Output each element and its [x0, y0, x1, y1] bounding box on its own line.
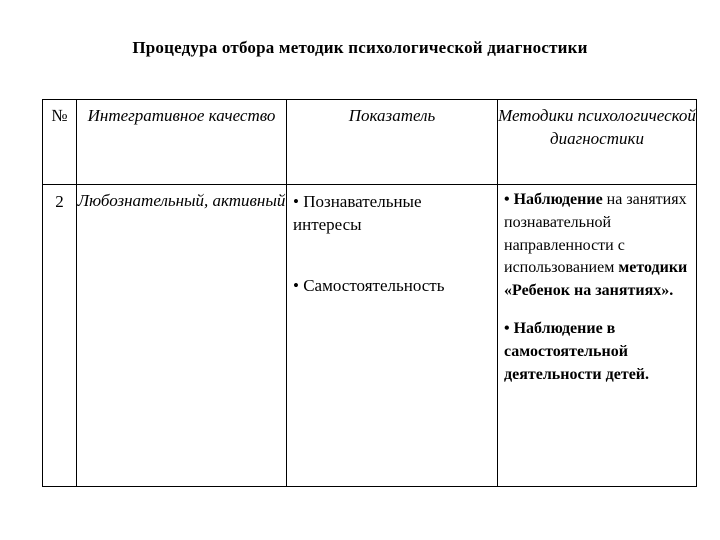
- header-indicator: Показатель: [287, 100, 498, 185]
- procedure-table: [42, 99, 697, 487]
- header-integrative-quality: Интегративное качество: [77, 100, 287, 185]
- indicator-item: • Самостоятельность: [293, 276, 445, 295]
- cell-number: 2: [43, 185, 77, 487]
- cell-integrative-quality: Любознательный, активный: [77, 185, 287, 487]
- method-tail: методики «Ребенок на занятиях».: [504, 259, 688, 300]
- table-row: [43, 185, 697, 487]
- table-header-row: [43, 100, 697, 185]
- header-methods: Методики психологической диагностики: [498, 100, 697, 185]
- method-lead: • Наблюдение в самостоятельной деятельности детей.: [504, 319, 650, 383]
- cell-indicators: [287, 185, 498, 487]
- header-number: №: [43, 100, 77, 185]
- method-lead: • Наблюдение: [504, 191, 603, 208]
- cell-methods: [498, 185, 697, 487]
- indicator-item: • Познавательные интересы: [293, 192, 422, 234]
- page-title: Процедура отбора методик психологической диагностики: [132, 38, 588, 57]
- method-item: [504, 189, 688, 303]
- method-text: на занятиях познавательной направленности с использованием: [504, 191, 687, 277]
- method-item: [504, 318, 688, 386]
